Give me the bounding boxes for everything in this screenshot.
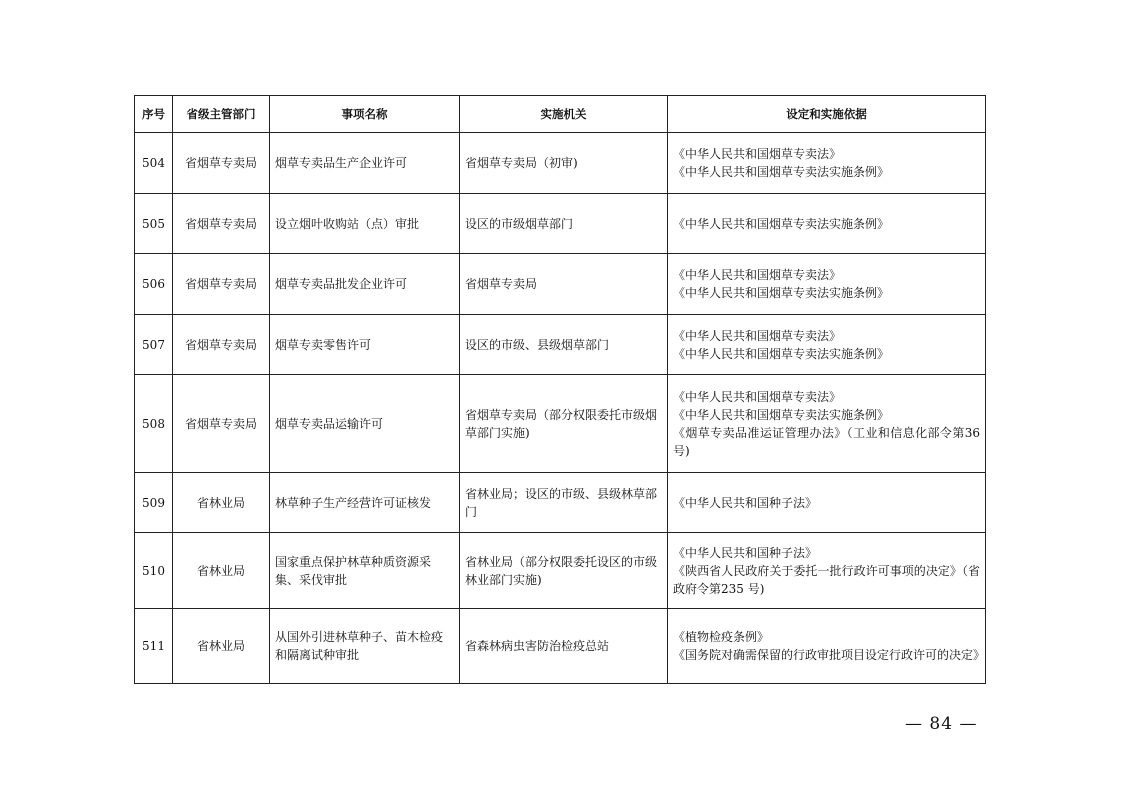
row-department: 省林业局 (173, 533, 270, 609)
row-department: 省林业局 (173, 609, 270, 684)
page-number: — 84 — (905, 714, 978, 734)
row-item-name: 烟草专卖品批发企业许可 (270, 254, 460, 315)
basis-line: 《陕西省人民政府关于委托一批行政许可事项的决定》（省政府令第235 号) (673, 563, 980, 596)
row-department: 省烟草专卖局 (173, 133, 270, 194)
row-serial: 508 (135, 375, 173, 473)
row-basis (668, 533, 986, 609)
basis-line: 《中华人民共和国烟草专卖法》 (673, 147, 842, 161)
basis-line: 《国务院对确需保留的行政审批项目设定行政许可的决定》 (673, 648, 986, 662)
row-item-name: 从国外引进林草种子、苗木检疫和隔离试种审批 (270, 609, 460, 684)
basis-line: 《中华人民共和国烟草专卖法实施条例》 (673, 346, 890, 361)
row-item-name: 国家重点保护林草种质资源采集、采伐审批 (270, 533, 460, 609)
approval-items-table (134, 95, 986, 684)
table-row (135, 533, 986, 609)
basis-line: 《中华人民共和国烟草专卖法》 (673, 268, 842, 282)
basis-line: 《中华人民共和国种子法》 (673, 495, 818, 510)
row-basis (668, 254, 986, 315)
row-item-name: 设立烟叶收购站（点）审批 (270, 194, 460, 254)
row-department: 省烟草专卖局 (173, 194, 270, 254)
row-item-name: 林草种子生产经营许可证核发 (270, 473, 460, 533)
table-row (135, 194, 986, 254)
row-item-name: 烟草专卖零售许可 (270, 315, 460, 375)
row-basis (668, 194, 986, 254)
row-agency: 省烟草专卖局 (460, 254, 668, 315)
row-agency: 省森林病虫害防治检疫总站 (460, 609, 668, 684)
header-department: 省级主管部门 (173, 96, 270, 133)
table-row (135, 473, 986, 533)
row-agency: 省烟草专卖局（部分权限委托市级烟草部门实施) (460, 375, 668, 473)
row-department: 省烟草专卖局 (173, 315, 270, 375)
row-serial: 504 (135, 133, 173, 194)
table-header-row (135, 96, 986, 133)
row-serial: 506 (135, 254, 173, 315)
table-row (135, 375, 986, 473)
row-basis (668, 315, 986, 375)
row-item-name: 烟草专卖品生产企业许可 (270, 133, 460, 194)
row-department: 省林业局 (173, 473, 270, 533)
basis-line: 《中华人民共和国种子法》 (673, 545, 818, 560)
row-agency: 设区的市级烟草部门 (460, 194, 668, 254)
header-serial: 序号 (135, 96, 173, 133)
row-serial: 510 (135, 533, 173, 609)
basis-line: 《植物检疫条例》 (673, 630, 770, 644)
row-serial: 511 (135, 609, 173, 684)
header-legal-basis: 设定和实施依据 (668, 96, 986, 133)
header-implementing-agency: 实施机关 (460, 96, 668, 133)
table-row (135, 609, 986, 684)
row-agency: 省烟草专卖局（初审) (460, 133, 668, 194)
row-basis (668, 609, 986, 684)
row-serial: 507 (135, 315, 173, 375)
row-basis (668, 133, 986, 194)
row-agency: 省林业局（部分权限委托设区的市级林业部门实施) (460, 533, 668, 609)
table-row (135, 254, 986, 315)
row-basis (668, 375, 986, 473)
header-item-name: 事项名称 (270, 96, 460, 133)
basis-line: 《中华人民共和国烟草专卖法实施条例》 (673, 407, 890, 422)
basis-line: 《中华人民共和国烟草专卖法》 (673, 389, 842, 404)
basis-line: 《中华人民共和国烟草专卖法》 (673, 328, 842, 343)
row-item-name: 烟草专卖品运输许可 (270, 375, 460, 473)
table-row (135, 315, 986, 375)
row-basis (668, 473, 986, 533)
row-serial: 505 (135, 194, 173, 254)
row-serial: 509 (135, 473, 173, 533)
row-agency: 设区的市级、县级烟草部门 (460, 315, 668, 375)
basis-line: 《中华人民共和国烟草专卖法实施条例》 (673, 165, 890, 179)
basis-line: 《中华人民共和国烟草专卖法实施条例》 (673, 286, 890, 300)
row-agency: 省林业局；设区的市级、县级林草部门 (460, 473, 668, 533)
basis-line: 《中华人民共和国烟草专卖法实施条例》 (673, 216, 890, 231)
basis-line: 《烟草专卖品准运证管理办法》（工业和信息化部令第36 号) (673, 425, 980, 458)
row-department: 省烟草专卖局 (173, 254, 270, 315)
row-department: 省烟草专卖局 (173, 375, 270, 473)
table-row (135, 133, 986, 194)
